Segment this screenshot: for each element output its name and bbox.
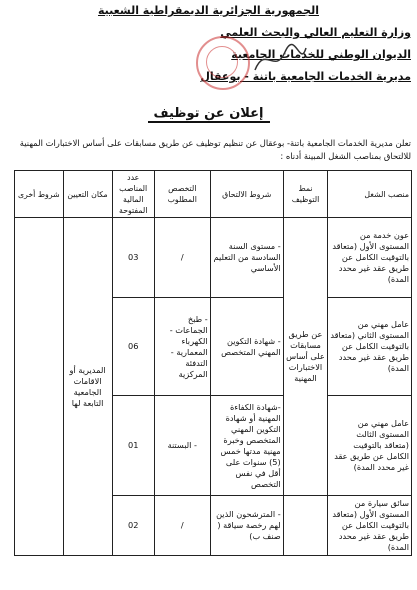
- ministry-line: وزارة التعليم العالي والبحث العلمي: [220, 26, 411, 39]
- cell-other: [15, 218, 64, 556]
- cell-conditions: - شهادة التكوين المهني المتخصص: [210, 298, 283, 396]
- official-stamp: [196, 36, 250, 90]
- office-line: الديوان الوطني للخدمات الجامعية: [231, 48, 411, 61]
- header-specialty: التخصص المطلوب: [154, 171, 210, 218]
- cell-post: سائق سيارة من المستوى الأول (متعاقد بالتوقيت الكامل عن طريق عقد غير محدد المدة): [328, 496, 412, 556]
- header-post: منصب الشغل: [328, 171, 412, 218]
- header-conditions: شروط الالتحاق: [210, 171, 283, 218]
- cell-specialty: - طبخ الجماعات - الكهرباء المعمارية - التدفئة المركزية: [154, 298, 210, 396]
- cell-post: عون خدمة من المستوى الأول (متعاقد بالتوقيت الكامل عن طريق عقد غير محدد المدة): [328, 218, 412, 298]
- header-count: عدد المناصب المالية المفتوحة: [112, 171, 154, 218]
- cell-count: 03: [112, 218, 154, 298]
- header-mode: نمط التوظيف: [283, 171, 328, 218]
- intro-text: تعلن مديرية الخدمات الجامعية باتنة- بوعقال عن تنظيم توظيف عن طريق مسابقات على أساس الاختبارات المهنية للالتحاق بمناصب الشغل المبينة أدناه :: [19, 138, 411, 161]
- jobs-table: [14, 170, 412, 556]
- cell-conditions: - المترشحون الذين لهم رخصة سياقة ( صنف ب): [210, 496, 283, 556]
- cell-place: المديرية أو الاقامات الجامعية التابعة لها: [63, 218, 112, 556]
- cell-count: 06: [112, 298, 154, 396]
- table-row: [15, 218, 412, 298]
- cell-mode-empty: [283, 496, 328, 556]
- table-header-row: [15, 171, 412, 218]
- cell-conditions: -شهادة الكفاءة المهنية أو شهادة التكوين المهني المتخصص وخبرة مهنية مدتها خمس (5) سنوات على أقل في نفس التخصص: [210, 396, 283, 496]
- announcement-title: إعلان عن توظيف: [0, 106, 417, 121]
- directorate-line: مديرية الخدمات الجامعية باتنة - بوعقال: [200, 70, 411, 83]
- republic-header: الجمهورية الجزائرية الديمقراطية الشعبية: [98, 4, 319, 17]
- cell-conditions: - مستوى السنة السادسة من التعليم الأساسي: [210, 218, 283, 298]
- cell-post: عامل مهني من المستوى الثاني (متعاقد بالتوقيت الكامل عن طريق عقد غير محدد المدة): [328, 298, 412, 396]
- header-place: مكان التعيين: [63, 171, 112, 218]
- cell-specialty: /: [154, 218, 210, 298]
- signature: [250, 40, 310, 80]
- cell-post: عامل مهني من المستوى الثالث (متعاقد بالتوقيت الكامل عن طريق عقد غير محدد المدة): [328, 396, 412, 496]
- cell-specialty: /: [154, 496, 210, 556]
- cell-specialty: - البستنة: [154, 396, 210, 496]
- cell-count: 02: [112, 496, 154, 556]
- cell-mode: عن طريق مسابقات على أساس الاختبارات المهنية: [283, 218, 328, 496]
- header-other: شروط أخرى: [15, 171, 64, 218]
- cell-count: 01: [112, 396, 154, 496]
